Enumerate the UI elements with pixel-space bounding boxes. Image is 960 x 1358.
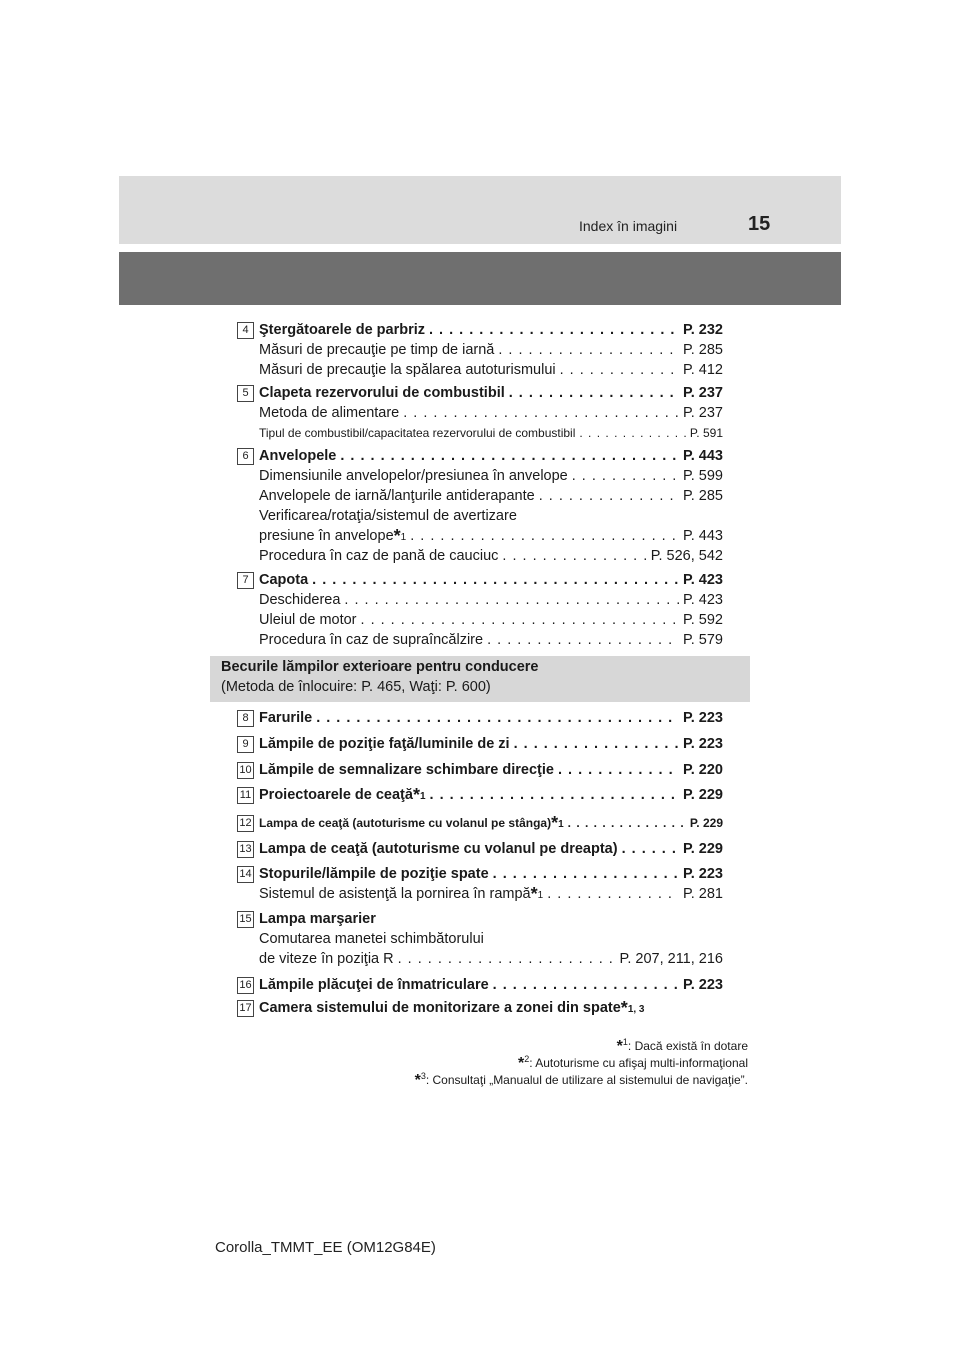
entry-number-badge: 6 <box>237 448 254 465</box>
entry-number-badge: 17 <box>237 1000 254 1017</box>
index-entry <box>237 446 723 566</box>
entry-label: Camera sistemului de monitorizare a zonei din spate <box>259 1000 621 1016</box>
entry-label: Dimensiunile anvelopelor/presiunea în anvelope <box>259 468 568 484</box>
entry-title <box>259 785 723 805</box>
lamp-section-subtitle: (Metoda de înlocuire: P. 465, Waţi: P. 600) <box>221 679 491 695</box>
entry-label: Farurile <box>259 710 313 726</box>
index-entry <box>237 813 723 833</box>
entry-title <box>259 975 723 995</box>
dot-leader <box>502 546 646 566</box>
dot-leader <box>509 383 679 403</box>
entry-label: Anvelopele <box>259 448 337 464</box>
entry-number-badge: 8 <box>237 710 254 727</box>
entry-label: Lămpile de semnalizare schimbare direcţie <box>259 762 554 778</box>
page-reference: P. 423 <box>682 592 723 608</box>
entry-subitem <box>259 403 723 423</box>
section-title: Index în imagini <box>579 218 678 234</box>
dot-leader <box>539 486 679 506</box>
lamp-section-box <box>210 656 750 702</box>
entry-subitem <box>259 884 723 904</box>
page-reference: P. 599 <box>682 468 723 484</box>
entry-number-badge: 16 <box>237 977 254 994</box>
dot-leader <box>579 423 685 443</box>
entry-subitem <box>259 610 723 630</box>
entry-title <box>259 446 723 466</box>
entry-subitem <box>259 590 723 610</box>
footnote-marker: *1 <box>412 785 426 805</box>
page-reference: P. 579 <box>682 632 723 648</box>
entry-label: Măsuri de precauţie pe timp de iarnă <box>259 342 495 358</box>
entry-subitem <box>259 929 723 949</box>
footnote: *$^1$: Dacă există în dotare <box>616 1037 748 1055</box>
dot-leader <box>487 630 679 650</box>
page-reference: P. 443 <box>682 528 723 544</box>
page-reference: P. 223 <box>682 710 723 726</box>
page-reference: P. 207, 211, 216 <box>619 951 723 967</box>
index-entry <box>237 734 723 754</box>
index-entry <box>237 864 723 904</box>
index-entry <box>237 839 723 859</box>
entry-label: Deschiderea <box>259 592 341 608</box>
page-reference: P. 423 <box>682 572 723 588</box>
entry-label: Tipul de combustibil/capacitatea rezervorului de combustibil <box>259 426 576 440</box>
lamp-section-title: Becurile lămpilor exterioare pentru conducere <box>221 659 539 675</box>
page-reference: P. 223 <box>682 977 723 993</box>
entry-subitem <box>259 506 723 526</box>
entry-label: Lămpile de poziţie faţă/luminile de zi <box>259 736 510 752</box>
page-reference: P. 232 <box>682 322 723 338</box>
entry-title <box>259 909 723 929</box>
page-reference: P. 220 <box>682 762 723 778</box>
page-reference: P. 281 <box>682 886 723 902</box>
page-reference: P. 229 <box>689 816 723 830</box>
entry-subitem <box>259 360 723 380</box>
entry-number-badge: 5 <box>237 385 254 402</box>
entry-label: Anvelopele de iarnă/lanţurile antiderapante <box>259 488 535 504</box>
index-entry <box>237 708 723 728</box>
entry-label: Uleiul de motor <box>259 612 357 628</box>
entry-title <box>259 320 723 340</box>
dot-leader <box>403 403 679 423</box>
entry-label: Verificarea/rotaţia/sistemul de avertizare <box>259 508 517 524</box>
page-reference: P. 412 <box>682 362 723 378</box>
entry-label: Capota <box>259 572 309 588</box>
dot-leader <box>572 466 679 486</box>
entry-number-badge: 15 <box>237 911 254 928</box>
page-reference: P. 591 <box>689 426 723 440</box>
index-entry <box>237 785 723 805</box>
footnotes <box>415 1038 748 1089</box>
dot-leader <box>361 610 679 630</box>
entry-number-badge: 7 <box>237 572 254 589</box>
dot-leader <box>429 320 679 340</box>
page-reference: P. 229 <box>682 787 723 803</box>
entry-label: Sistemul de asistenţă la pornirea în rampă <box>259 886 531 902</box>
entry-subitem <box>259 949 723 969</box>
entry-label: Lampa de ceaţă (autoturisme cu volanul pe stânga) <box>259 816 552 830</box>
dot-leader <box>312 570 679 590</box>
entry-label: Procedura în caz de supraîncălzire <box>259 632 484 648</box>
index-entry <box>237 760 723 780</box>
footnote: *$^2$: Autoturisme cu afişaj multi-informaţional <box>517 1054 748 1072</box>
entry-subitem <box>259 466 723 486</box>
page-reference: P. 229 <box>682 841 723 857</box>
page-reference: P. 237 <box>682 405 723 421</box>
dot-leader <box>547 884 679 904</box>
entry-label: de viteze în poziţia R <box>259 951 394 967</box>
footnote-marker: *1, 3 <box>620 998 645 1018</box>
dot-leader <box>558 760 679 780</box>
entry-title <box>259 734 723 754</box>
entry-label: Lămpile plăcuţei de înmatriculare <box>259 977 489 993</box>
entry-label: Măsuri de precauţie la spălarea autoturismului <box>259 362 556 378</box>
entry-title <box>259 813 723 833</box>
dot-leader <box>493 975 679 995</box>
header-dark-band <box>119 252 841 305</box>
index-entry <box>237 320 723 380</box>
footnote-marker: *1 <box>393 526 407 546</box>
page-reference: P. 443 <box>682 448 723 464</box>
entry-number-badge: 11 <box>237 787 254 804</box>
entry-title <box>259 570 723 590</box>
index-entry <box>237 909 723 969</box>
entry-label: Lampa marşarier <box>259 911 376 927</box>
page-reference: P. 237 <box>682 385 723 401</box>
entry-label: Ştergătoarele de parbriz <box>259 322 425 338</box>
entry-number-badge: 4 <box>237 322 254 339</box>
dot-leader <box>340 446 679 466</box>
dot-leader <box>344 590 679 610</box>
entry-label: Procedura în caz de pană de cauciuc <box>259 548 499 564</box>
entry-title <box>259 839 723 859</box>
entry-number-badge: 14 <box>237 866 254 883</box>
document-footer: Corolla_TMMT_EE (OM12G84E) <box>215 1239 436 1256</box>
entry-label: Comutarea manetei schimbătorului <box>259 931 484 947</box>
dot-leader <box>430 785 679 805</box>
entry-label: presiune în anvelope <box>259 528 394 544</box>
entry-label: Stopurile/lămpile de poziţie spate <box>259 866 489 882</box>
dot-leader <box>410 526 679 546</box>
entry-subitem <box>259 423 723 443</box>
index-entry <box>237 975 723 995</box>
dot-leader <box>568 813 686 833</box>
entry-title <box>259 998 723 1018</box>
entry-label: Proiectoarele de ceaţă <box>259 787 413 803</box>
dot-leader <box>498 340 679 360</box>
page-reference: P. 592 <box>682 612 723 628</box>
page-reference: P. 526, 542 <box>650 548 723 564</box>
dot-leader <box>622 839 679 859</box>
dot-leader <box>493 864 679 884</box>
page-reference: P. 285 <box>682 488 723 504</box>
entry-number-badge: 12 <box>237 815 254 832</box>
dot-leader <box>560 360 679 380</box>
entry-subitem <box>259 340 723 360</box>
page-reference: P. 223 <box>682 866 723 882</box>
entry-title <box>259 383 723 403</box>
entry-label: Clapeta rezervorului de combustibil <box>259 385 505 401</box>
entry-subitem <box>259 526 723 546</box>
header-band <box>119 176 841 244</box>
entry-label: Lampa de ceaţă (autoturisme cu volanul pe dreapta) <box>259 841 618 857</box>
entry-label: Metoda de alimentare <box>259 405 400 421</box>
page-number: 15 <box>748 213 771 235</box>
footnote: *$^3$: Consultaţi „Manualul de utilizare al sistemului de navigaţie”. <box>414 1071 748 1089</box>
footnote-marker: *1 <box>551 813 564 833</box>
entry-title <box>259 864 723 884</box>
entry-subitem <box>259 486 723 506</box>
entry-title <box>259 760 723 780</box>
page-reference: P. 223 <box>682 736 723 752</box>
dot-leader <box>514 734 679 754</box>
entry-title <box>259 708 723 728</box>
entry-subitem <box>259 630 723 650</box>
entry-number-badge: 13 <box>237 841 254 858</box>
entry-number-badge: 9 <box>237 736 254 753</box>
dot-leader <box>316 708 679 728</box>
index-entry <box>237 998 723 1018</box>
entry-subitem <box>259 546 723 566</box>
index-entry <box>237 570 723 650</box>
page-reference: P. 285 <box>682 342 723 358</box>
index-entry <box>237 383 723 443</box>
dot-leader <box>398 949 616 969</box>
entry-number-badge: 10 <box>237 762 254 779</box>
footnote-marker: *1 <box>530 884 544 904</box>
